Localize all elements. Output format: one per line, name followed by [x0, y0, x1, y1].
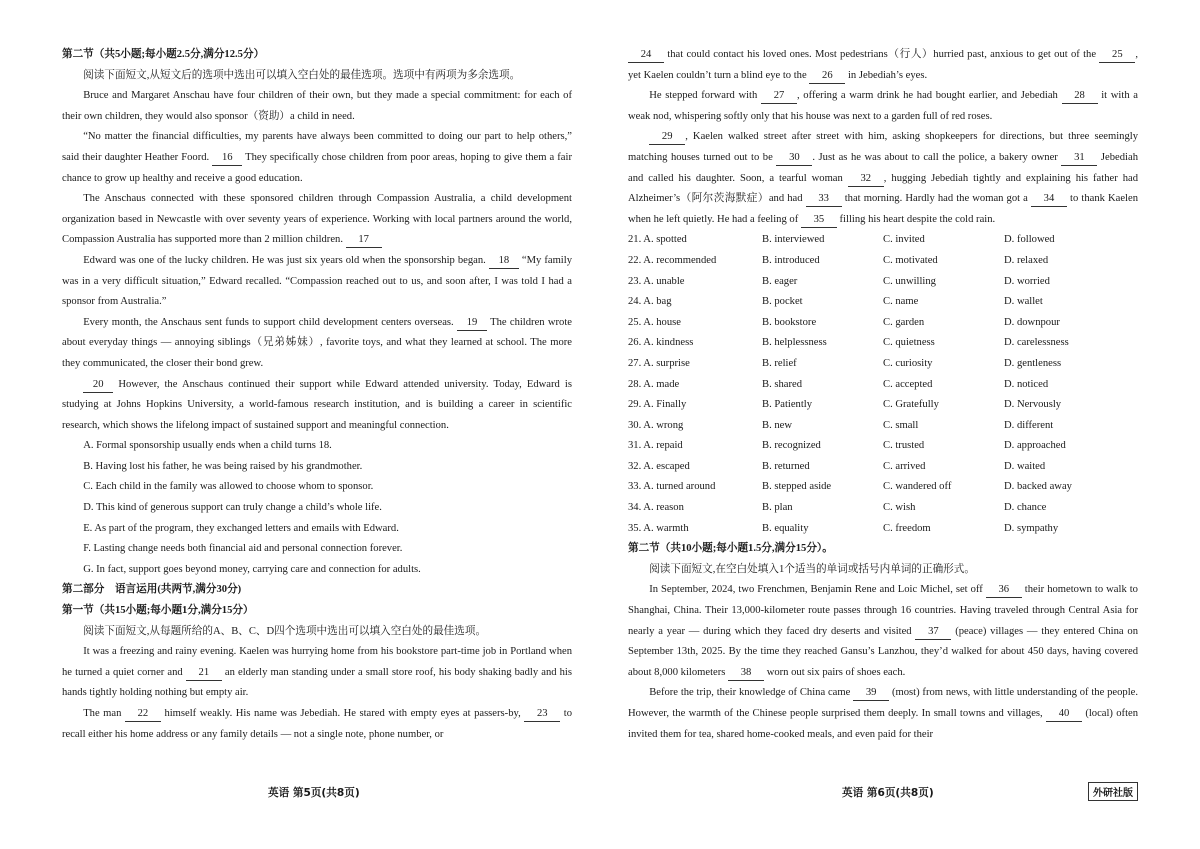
- publisher-badge: 外研社版: [1088, 782, 1138, 801]
- choice-option[interactable]: D. downpour: [1004, 316, 1060, 328]
- blank-32[interactable]: 32: [848, 172, 884, 187]
- choice-option[interactable]: 28. A. made: [628, 378, 680, 390]
- passage-paragraph: In September, 2024, two Frenchmen, Benjamin Rene and Loic Michel, set off 36 their hometown to walk to Shanghai, China. Their 13,000-kilometer route passes through 16 countries. Having traveled through Central Asia for nearly a year — during which they faced dry deserts and visited 37 (peace) villages — they entered China on September 13th, 2025. By the time they reached Gansu’s Lanzhou, they’d walked for about 450 days, having covered about 8,000 kilometers 38 worn out six pairs of shoes each.: [628, 580, 1138, 683]
- choice-option[interactable]: D. backed away: [1004, 481, 1072, 493]
- choice-option[interactable]: B. introduced: [762, 254, 820, 266]
- passage-paragraph: 20 However, the Anschaus continued their support while Edward attended university. Today, Edward is studying at Johns Hopkins University, a world-famous research institution, and is building a career in scientific research, which shows the lifelong impact of sustained support and meaningful connection.: [62, 378, 572, 431]
- blank-35[interactable]: 35: [801, 213, 837, 228]
- choice-option[interactable]: D. followed: [1004, 234, 1055, 246]
- choice-option[interactable]: C. trusted: [883, 440, 925, 452]
- choice-option[interactable]: C. curiosity: [883, 357, 933, 369]
- choice-option[interactable]: 33. A. turned around: [628, 481, 716, 493]
- section-instructions: 阅读下面短文,从短文后的选项中选出可以填入空白处的最佳选项。选项中有两项为多余选项。: [83, 69, 521, 81]
- blank-34[interactable]: 34: [1031, 192, 1067, 207]
- page-footer-left: 英语 第5页(共8页): [268, 787, 360, 799]
- choice-option[interactable]: B. bookstore: [762, 316, 817, 328]
- choice-option[interactable]: C. motivated: [883, 254, 938, 266]
- choice-option[interactable]: C. unwilling: [883, 275, 936, 287]
- choice-option[interactable]: C. wish: [883, 502, 916, 514]
- blank-23[interactable]: 23: [524, 707, 560, 722]
- blank-17[interactable]: 17: [346, 233, 382, 248]
- blank-21[interactable]: 21: [186, 666, 222, 681]
- section-title: 第二节（共10小题;每小题1.5分,满分15分）。: [628, 543, 833, 555]
- left-column: [62, 45, 572, 745]
- option-item[interactable]: G. In fact, support goes beyond money, carrying care and connection for adults.: [83, 563, 421, 575]
- option-list: [62, 436, 572, 580]
- passage-paragraph: “No matter the financial difficulties, my parents have always been committed to doing our part to help others,” said their daughter Heather Foord. 16 They specifically chose children from poor areas, hoping to give them a fair chance to grow up healthy and receive a good education.: [62, 131, 572, 184]
- blank-22[interactable]: 22: [125, 707, 161, 722]
- passage-paragraph: 29 , Kaelen walked street after street with him, asking shopkeepers for directions, but three seemingly matching houses turned out to be 30 . Just as he was about to call the police, a bakery owner 31 Jebediah and called his daughter. Soon, a tearful woman 32 , hugging Jebediah tightly and explaining his father had Alzheimer’s（阿尔茨海默症）and had 33 that morning. Hardly had the woman got a 34 to thank Kaelen when he left quietly. He had a feeling of 35 filling his heart despite the cold rain.: [628, 127, 1138, 230]
- blank-29[interactable]: 29: [649, 130, 685, 145]
- choice-option[interactable]: D. different: [1004, 419, 1054, 431]
- choice-option[interactable]: B. plan: [762, 502, 793, 514]
- blank-16[interactable]: 16: [212, 151, 242, 166]
- choice-option[interactable]: 27. A. surprise: [628, 357, 690, 369]
- part-title: 第二部分 语言运用(共两节,满分30分): [62, 584, 242, 596]
- passage-paragraph: The man 22 himself weakly. His name was Jebediah. He stared with empty eyes at passers-by, 23 to recall either his home address or any family details — not a single note, phone number, or: [62, 708, 573, 740]
- choice-option[interactable]: 29. A. Finally: [628, 399, 687, 411]
- section-instructions: 阅读下面短文,在空白处填入1个适当的单词或括号内单词的正确形式。: [649, 563, 975, 575]
- blank-28[interactable]: 28: [1062, 89, 1098, 104]
- blank-31[interactable]: 31: [1061, 151, 1097, 166]
- option-item[interactable]: D. This kind of generous support can truly change a child’s whole life.: [83, 502, 382, 514]
- choice-option[interactable]: 35. A. warmth: [628, 522, 689, 534]
- blank-26[interactable]: 26: [809, 69, 845, 84]
- choice-option[interactable]: D. approached: [1004, 440, 1066, 452]
- choice-option[interactable]: 31. A. repaid: [628, 440, 683, 452]
- choice-option[interactable]: C. name: [883, 296, 919, 308]
- choice-option[interactable]: D. relaxed: [1004, 254, 1049, 266]
- option-item[interactable]: B. Having lost his father, he was being raised by his grandmother.: [83, 460, 363, 472]
- blank-25[interactable]: 25: [1099, 48, 1135, 63]
- choice-option[interactable]: B. new: [762, 419, 793, 431]
- choice-option[interactable]: B. eager: [762, 275, 798, 287]
- blank-36[interactable]: 36: [986, 583, 1022, 598]
- blank-27[interactable]: 27: [761, 89, 797, 104]
- choice-option[interactable]: D. waited: [1004, 460, 1046, 472]
- passage-paragraph: It was a freezing and rainy evening. Kaelen was hurrying home from his bookstore part-time job in Portland when he turned a quiet corner and 21 an elderly man standing under a small store roof, his body shaking badly and his hands tightly holding nothing but empty air.: [62, 646, 572, 699]
- blank-19[interactable]: 19: [457, 316, 487, 331]
- choice-option[interactable]: 25. A. house: [628, 316, 681, 328]
- choice-option[interactable]: C. garden: [883, 316, 925, 328]
- choice-option[interactable]: B. Patiently: [762, 399, 813, 411]
- passage-paragraph: 24 that could contact his loved ones. Most pedestrians（行人）hurried past, anxious to get out of the 25 , yet Kaelen couldn’t turn a blind eye to the 26 in Jebediah’s eyes.: [628, 45, 1138, 86]
- choice-option[interactable]: B. interviewed: [762, 234, 825, 246]
- choice-option[interactable]: B. recognized: [762, 440, 821, 452]
- choice-option[interactable]: D. noticed: [1004, 378, 1049, 390]
- passage-paragraph: He stepped forward with 27 , offering a warm drink he had bought earlier, and Jebediah 28 it with a weak nod, whispering softly only that his house was next to a garden full of red roses.: [628, 90, 1138, 122]
- choice-option[interactable]: B. pocket: [762, 296, 803, 308]
- choice-option[interactable]: D. sympathy: [1004, 522, 1059, 534]
- passage-paragraph: Every month, the Anschaus sent funds to support child development centers overseas. 19 The children wrote about everyday things — annoying siblings（兄弟姊妹）, favorite toys, and what they learned at school. The more they communicated, the closer their bond grew.: [62, 316, 572, 369]
- choice-option[interactable]: B. helplessness: [762, 337, 827, 349]
- choice-table: [628, 230, 1138, 539]
- choice-option[interactable]: D. carelessness: [1004, 337, 1069, 349]
- blank-20[interactable]: 20: [83, 378, 113, 393]
- choice-option[interactable]: D. wallet: [1004, 296, 1043, 308]
- blank-30[interactable]: 30: [776, 151, 812, 166]
- page-footer-right: 英语 第6页(共8页): [842, 787, 934, 799]
- choice-option[interactable]: C. small: [883, 419, 919, 431]
- choice-option[interactable]: D. Nervously: [1004, 399, 1062, 411]
- choice-option[interactable]: C. wandered off: [883, 481, 952, 493]
- choice-option[interactable]: 21. A. spotted: [628, 234, 687, 246]
- blank-37[interactable]: 37: [915, 625, 951, 640]
- option-item[interactable]: F. Lasting change needs both financial aid and personal connection forever.: [83, 543, 403, 555]
- choice-option[interactable]: C. freedom: [883, 522, 931, 534]
- option-item[interactable]: A. Formal sponsorship usually ends when a child turns 18.: [83, 440, 332, 452]
- choice-option[interactable]: C. accepted: [883, 378, 933, 390]
- passage-paragraph: Bruce and Margaret Anschau have four children of their own, but they made a special commitment: for each of their own children, they would also sponsor（资助）a child in need.: [62, 90, 572, 122]
- passage-paragraph: Before the trip, their knowledge of China came 39 (most) from news, with little understanding of the people. However, the warmth of the Chinese people surprised them deeply. In small towns and villages, 40 (local) often invited them for tea, shared home-cooked meals, and even paid for their: [628, 687, 1139, 740]
- blank-33[interactable]: 33: [806, 192, 842, 207]
- choice-option[interactable]: 26. A. kindness: [628, 337, 694, 349]
- choice-option[interactable]: C. arrived: [883, 460, 926, 472]
- choice-option[interactable]: B. equality: [762, 522, 809, 534]
- choice-option[interactable]: B. stepped aside: [762, 481, 832, 493]
- passage-paragraph: The Anschaus connected with these sponsored children through Compassion Australia, a child development organization based in Newcastle with over seventy years of experience. Working with local partners around the world, Compassion Australia has supported more than 2 million children. 17: [62, 189, 572, 251]
- choice-option[interactable]: 23. A. unable: [628, 275, 685, 287]
- blank-38[interactable]: 38: [728, 666, 764, 681]
- right-column: [628, 45, 1138, 745]
- blank-18[interactable]: 18: [489, 254, 519, 269]
- choice-option[interactable]: 30. A. wrong: [628, 419, 684, 431]
- choice-option[interactable]: B. relief: [762, 357, 797, 369]
- blank-39[interactable]: 39: [853, 686, 889, 701]
- blank-40[interactable]: 40: [1046, 707, 1082, 722]
- choice-option[interactable]: B. shared: [762, 378, 803, 390]
- section-title: 第二节（共5小题;每小题2.5分,满分12.5分）: [62, 49, 265, 60]
- option-item[interactable]: C. Each child in the family was allowed to choose whom to sponsor.: [83, 481, 374, 493]
- option-item[interactable]: E. As part of the program, they exchanged letters and emails with Edward.: [83, 522, 399, 534]
- section-title: 第一节（共15小题;每小题1分,满分15分）: [62, 605, 254, 617]
- choice-option[interactable]: 32. A. escaped: [628, 460, 690, 472]
- choice-option[interactable]: 22. A. recommended: [628, 254, 717, 266]
- choice-option[interactable]: D. gentleness: [1004, 357, 1062, 369]
- choice-option[interactable]: 24. A. bag: [628, 296, 672, 308]
- choice-option[interactable]: C. quietness: [883, 337, 935, 349]
- section-instructions: 阅读下面短文,从每题所给的A、B、C、D四个选项中选出可以填入空白处的最佳选项。: [83, 625, 487, 637]
- choice-option[interactable]: 34. A. reason: [628, 502, 684, 514]
- blank-24[interactable]: 24: [628, 48, 664, 63]
- choice-option[interactable]: D. chance: [1004, 502, 1047, 514]
- choice-option[interactable]: B. returned: [762, 460, 810, 472]
- passage-paragraph: Edward was one of the lucky children. He was just six years old when the sponsorship began. 18 “My family was in a very difficult situation,” Edward recalled. “Compassion reached out to us, and soon after, I was told I had a sponsor from Australia.”: [62, 254, 572, 308]
- choice-option[interactable]: C. Gratefully: [883, 399, 939, 411]
- choice-option[interactable]: D. worried: [1004, 275, 1050, 287]
- choice-option[interactable]: C. invited: [883, 234, 925, 246]
